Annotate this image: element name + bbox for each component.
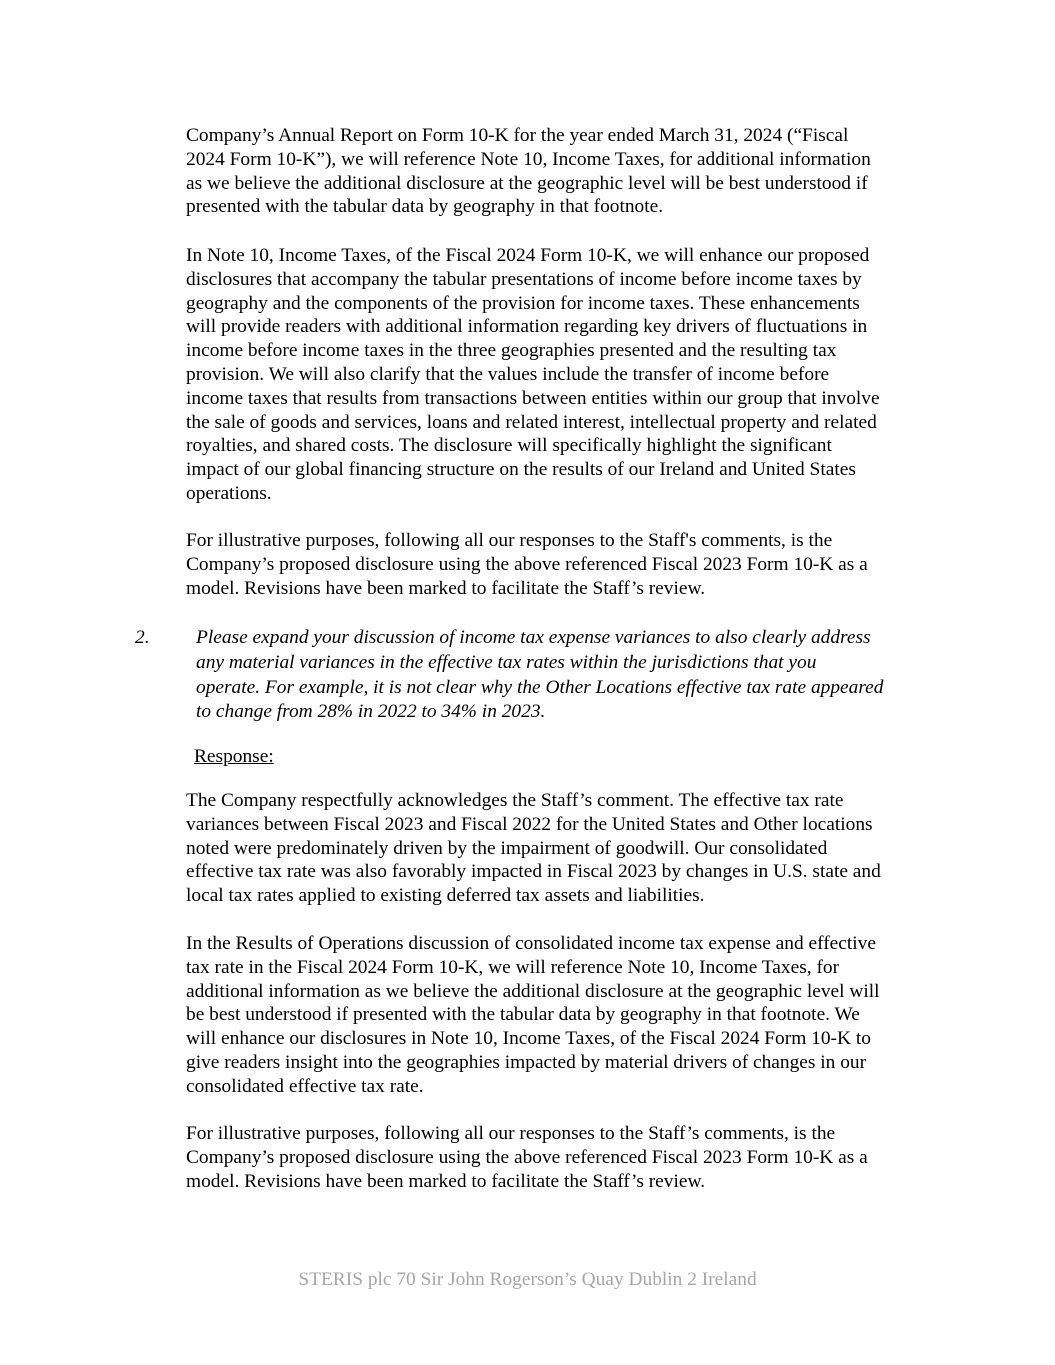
text-line: Please expand your discussion of income tax expense variances to also clearly address xyxy=(196,627,871,648)
text-line: In the Results of Operations discussion of consolidated income tax expense and effective xyxy=(186,933,876,954)
response-heading: Response: xyxy=(194,746,274,767)
text-line: income taxes that results from transactions between entities within our group that involve xyxy=(186,387,880,409)
text-line: be best understood if presented with the tabular data by geography in that footnote. We xyxy=(186,1004,860,1026)
text-line: model. Revisions have been marked to facilitate the Staff’s review. xyxy=(186,577,706,599)
text-line: royalties, and shared costs. The disclosure will specifically highlight the significant xyxy=(186,435,832,457)
text-line: variances between Fiscal 2023 and Fiscal 2022 for the United States and Other locations xyxy=(186,813,873,835)
text-line: geography and the components of the provision for income taxes. These enhancements xyxy=(186,292,860,314)
paragraph-results-of-operations xyxy=(186,932,946,1099)
footer-address: STERIS plc 70 Sir John Rogerson’s Quay Dublin 2 Ireland xyxy=(298,1269,757,1290)
text-line: will enhance our disclosures in Note 10, Income Taxes, of the Fiscal 2024 Form 10-K to xyxy=(186,1028,871,1050)
staff-comment xyxy=(196,626,956,725)
text-line: income before income taxes in the three geographies presented and the resulting tax xyxy=(186,340,837,362)
text-line: the sale of goods and services, loans and related interest, intellectual property and related xyxy=(186,411,877,433)
text-line: presented with the tabular data by geography in that footnote. xyxy=(186,196,664,218)
text-line: give readers insight into the geographies impacted by material drivers of changes in our xyxy=(186,1051,867,1073)
text-line: local tax rates applied to existing deferred tax assets and liabilities. xyxy=(186,885,705,907)
paragraph-response-acknowledgement xyxy=(186,789,946,908)
text-line: 2024 Form 10-K”), we will reference Note 10, Income Taxes, for additional information xyxy=(186,148,871,170)
text-line: additional information as we believe the additional disclosure at the geographic level will xyxy=(186,980,880,1002)
text-line: In Note 10, Income Taxes, of the Fiscal 2024 Form 10-K, we will enhance our proposed xyxy=(186,245,870,266)
text-line: impact of our global financing structure on the results of our Ireland and United States xyxy=(186,459,856,481)
text-line: Company’s proposed disclosure using the above referenced Fiscal 2023 Form 10-K as a xyxy=(186,553,868,575)
text-line: operate. For example, it is not clear why the Other Locations effective tax rate appeared xyxy=(196,676,884,698)
text-line: effective tax rate was also favorably impacted in Fiscal 2023 by changes in U.S. state and xyxy=(186,861,881,883)
paragraph-continuation xyxy=(186,124,946,219)
text-line: For illustrative purposes, following all our responses to the Staff's comments, is the xyxy=(186,530,833,551)
text-line: consolidated effective tax rate. xyxy=(186,1075,424,1097)
text-line: any material variances in the effective tax rates within the jurisdictions that you xyxy=(196,651,817,673)
paragraph-note-10-enhancements xyxy=(186,244,946,506)
text-line: For illustrative purposes, following all our responses to the Staff’s comments, is the xyxy=(186,1123,836,1144)
comment-number: 2. xyxy=(135,627,150,648)
text-line: operations. xyxy=(186,482,272,504)
text-line: model. Revisions have been marked to facilitate the Staff’s review. xyxy=(186,1170,706,1192)
text-line: as we believe the additional disclosure at the geographic level will be best understood if xyxy=(186,172,868,194)
text-line: Company’s proposed disclosure using the above referenced Fiscal 2023 Form 10-K as a xyxy=(186,1146,868,1168)
text-line: provision. We will also clarify that the values include the transfer of income before xyxy=(186,363,830,385)
text-line: noted were predominately driven by the impairment of goodwill. Our consolidated xyxy=(186,837,828,859)
text-line: disclosures that accompany the tabular presentations of income before income taxes by xyxy=(186,268,862,290)
text-line: to change from 28% in 2022 to 34% in 2023. xyxy=(196,701,546,723)
text-line: tax rate in the Fiscal 2024 Form 10-K, we will reference Note 10, Income Taxes, for xyxy=(186,956,840,978)
paragraph-illustrative-purposes-2 xyxy=(186,1122,946,1193)
paragraph-illustrative-purposes xyxy=(186,529,946,600)
text-line: The Company respectfully acknowledges the Staff’s comment. The effective tax rate xyxy=(186,790,844,811)
text-line: will provide readers with additional information regarding key drivers of fluctuations in xyxy=(186,316,868,338)
text-line: Company’s Annual Report on Form 10-K for the year ended March 31, 2024 (“Fiscal xyxy=(186,125,849,146)
